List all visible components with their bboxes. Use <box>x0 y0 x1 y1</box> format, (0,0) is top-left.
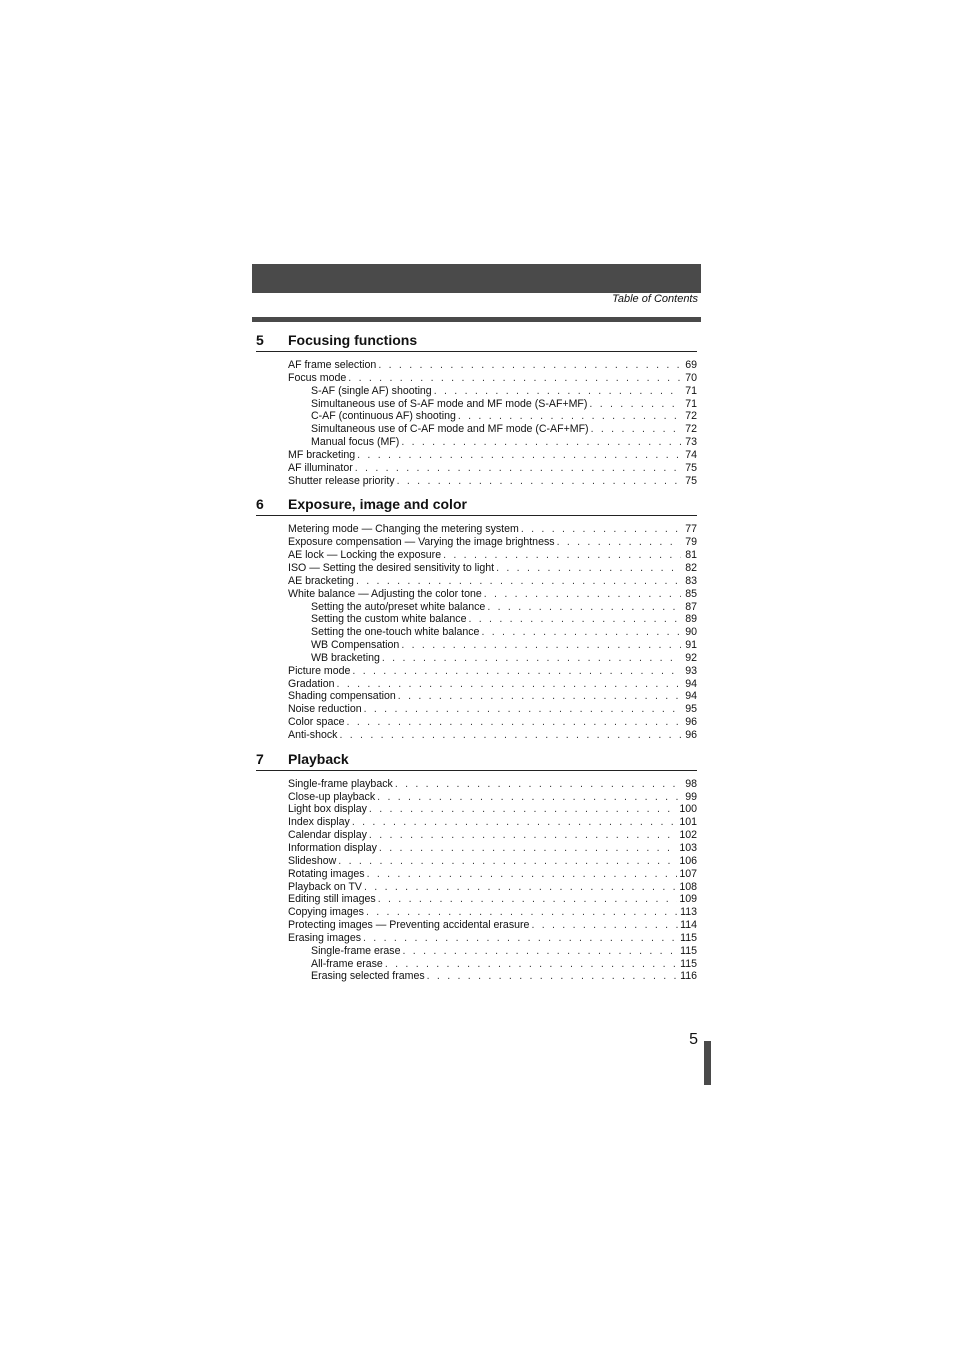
toc-entry[interactable] <box>288 359 697 372</box>
dot-leader <box>496 562 681 575</box>
entry-title: Slideshow <box>288 854 337 867</box>
entry-page-number: 106 <box>679 854 697 867</box>
entry-title: Anti-shock <box>288 728 338 741</box>
entry-page-number: 92 <box>685 651 697 664</box>
toc-entry[interactable] <box>288 829 697 842</box>
dot-leader <box>378 359 681 372</box>
entry-page-number: 109 <box>679 893 697 906</box>
dot-leader <box>367 868 678 881</box>
entry-page-number: 99 <box>685 790 697 803</box>
entry-title: Erasing images <box>288 931 362 944</box>
dot-leader <box>339 729 681 742</box>
section-title: Playback <box>288 750 349 767</box>
dot-leader <box>357 449 681 462</box>
entry-page-number: 73 <box>685 436 697 449</box>
entry-page-number: 79 <box>685 536 697 549</box>
section-number: 5 <box>256 332 264 348</box>
section-number: 6 <box>256 496 264 513</box>
entry-title: Simultaneous use of C-AF mode and MF mode (C-AF+MF) <box>311 423 589 436</box>
entry-page-number: 115 <box>680 957 697 970</box>
entry-page-number: 93 <box>685 664 697 677</box>
dot-leader <box>398 690 681 703</box>
entry-page-number: 82 <box>685 561 697 574</box>
entry-title: Focus mode <box>288 371 347 384</box>
entry-title: Manual focus (MF) <box>311 436 400 449</box>
entry-title: AE bracketing <box>288 574 354 587</box>
table-of-contents <box>256 332 697 992</box>
toc-subentry[interactable] <box>311 436 697 449</box>
entry-title: AE lock — Locking the exposure <box>288 549 442 562</box>
dot-leader <box>589 398 681 411</box>
dot-leader <box>385 958 678 971</box>
entry-page-number: 100 <box>679 803 697 816</box>
page-edge-tab <box>704 1041 711 1085</box>
dot-leader <box>355 462 681 475</box>
dot-leader <box>377 791 681 804</box>
entry-title: ISO — Setting the desired sensitivity to light <box>288 561 495 574</box>
dot-leader <box>395 778 681 791</box>
toc-entry[interactable] <box>288 575 697 588</box>
section-heading <box>256 496 697 516</box>
entry-title: WB Compensation <box>311 639 400 652</box>
entry-title: Calendar display <box>288 829 367 842</box>
entry-title: S-AF (single AF) shooting <box>311 384 432 397</box>
entry-title: Noise reduction <box>288 703 362 716</box>
entry-title: Picture mode <box>288 664 351 677</box>
toc-entry[interactable] <box>288 449 697 462</box>
dot-leader <box>458 410 681 423</box>
entry-page-number: 75 <box>685 474 697 487</box>
toc-entry[interactable] <box>288 665 697 678</box>
entry-page-number: 102 <box>679 829 697 842</box>
toc-entry[interactable] <box>288 816 697 829</box>
entry-title: Shading compensation <box>288 690 396 703</box>
toc-entry[interactable] <box>288 549 697 562</box>
running-header: Table of Contents <box>612 293 698 305</box>
toc-entry[interactable] <box>288 729 697 742</box>
dot-leader <box>364 703 681 716</box>
dot-leader <box>379 842 677 855</box>
entry-title: All-frame erase <box>311 957 383 970</box>
entry-page-number: 89 <box>685 613 697 626</box>
dot-leader <box>427 970 678 983</box>
dot-leader <box>481 626 681 639</box>
entry-page-number: 71 <box>685 384 697 397</box>
toc-entry[interactable] <box>288 703 697 716</box>
entry-page-number: 94 <box>685 677 697 690</box>
entry-page-number: 72 <box>685 423 697 436</box>
toc-subentry[interactable] <box>311 652 697 665</box>
section-heading <box>256 332 697 352</box>
dot-leader <box>401 436 681 449</box>
toc-subentry[interactable] <box>311 398 697 411</box>
toc-section <box>256 751 697 984</box>
entry-page-number: 107 <box>679 867 697 880</box>
entry-title: Information display <box>288 842 377 854</box>
entry-title: WB bracketing <box>311 651 380 664</box>
entry-title: Playback on TV <box>288 880 363 893</box>
entry-title: Light box display <box>288 803 367 816</box>
toc-subentry[interactable] <box>311 626 697 639</box>
entry-page-number: 69 <box>685 359 697 371</box>
entry-title: Copying images <box>288 906 364 919</box>
entry-title: Gradation <box>288 677 335 690</box>
entry-page-number: 113 <box>680 906 697 919</box>
entry-title: Protecting images — Preventing accidental erasure <box>288 919 530 932</box>
toc-entry[interactable] <box>288 919 697 932</box>
entry-title: C-AF (continuous AF) shooting <box>311 410 456 423</box>
dot-leader <box>337 678 681 691</box>
dot-leader <box>468 613 681 626</box>
page-number: 5 <box>689 1031 698 1048</box>
toc-entry[interactable] <box>288 906 697 919</box>
entry-title: White balance — Adjusting the color tone <box>288 587 482 600</box>
dot-leader <box>484 588 681 601</box>
entry-page-number: 83 <box>685 574 697 587</box>
dot-leader <box>338 855 677 868</box>
toc-subentry[interactable] <box>311 601 697 614</box>
entry-title: Setting the one-touch white balance <box>311 626 480 639</box>
toc-entry[interactable] <box>288 778 697 791</box>
entry-title: Simultaneous use of S-AF mode and MF mode (S-AF+MF) <box>311 397 588 410</box>
toc-subentry[interactable] <box>311 410 697 423</box>
entry-page-number: 72 <box>685 410 697 423</box>
dot-leader <box>443 549 681 562</box>
toc-subentry[interactable] <box>311 639 697 652</box>
entry-title: Setting the custom white balance <box>311 613 467 626</box>
toc-entry[interactable] <box>288 842 697 855</box>
dot-leader <box>356 575 681 588</box>
toc-entry[interactable] <box>288 791 697 804</box>
entry-page-number: 75 <box>685 461 697 474</box>
entry-page-number: 116 <box>680 970 697 983</box>
toc-entry[interactable] <box>288 690 697 703</box>
toc-entry[interactable] <box>288 462 697 475</box>
entry-title: MF bracketing <box>288 448 356 461</box>
entry-page-number: 103 <box>679 842 697 854</box>
dot-leader <box>364 881 677 894</box>
dot-leader <box>531 919 678 932</box>
dot-leader <box>366 906 678 919</box>
dot-leader <box>521 523 681 536</box>
entry-title: Editing still images <box>288 893 376 906</box>
entry-page-number: 74 <box>685 448 697 461</box>
entry-title: Index display <box>288 816 350 829</box>
entry-page-number: 115 <box>680 931 697 944</box>
dot-leader <box>347 716 681 729</box>
entry-page-number: 98 <box>685 777 697 790</box>
toc-subentry[interactable] <box>311 613 697 626</box>
toc-subentry[interactable] <box>311 385 697 398</box>
toc-entry[interactable] <box>288 868 697 881</box>
dot-leader <box>487 601 681 614</box>
entry-title: Exposure compensation — Varying the image brightness <box>288 536 555 549</box>
dot-leader <box>352 665 681 678</box>
toc-subentry[interactable] <box>311 958 697 971</box>
entry-page-number: 85 <box>685 587 697 600</box>
header-band <box>252 264 701 293</box>
dot-leader <box>382 652 681 665</box>
entry-page-number: 77 <box>685 523 697 536</box>
toc-entry[interactable] <box>288 562 697 575</box>
entry-title: Erasing selected frames <box>311 970 425 983</box>
entry-page-number: 101 <box>679 816 697 829</box>
toc-entry[interactable] <box>288 588 697 601</box>
entry-page-number: 114 <box>680 919 697 932</box>
toc-entry[interactable] <box>288 678 697 691</box>
dot-leader <box>397 475 681 488</box>
dot-leader <box>363 932 678 945</box>
section-title: Focusing functions <box>288 332 418 348</box>
toc-entry[interactable] <box>288 536 697 549</box>
entry-page-number: 70 <box>685 371 697 384</box>
dot-leader <box>369 803 677 816</box>
entry-title: Single-frame erase <box>311 944 401 957</box>
dot-leader <box>401 639 681 652</box>
toc-entry[interactable] <box>288 803 697 816</box>
toc-entry[interactable] <box>288 716 697 729</box>
dot-leader <box>369 829 677 842</box>
section-title: Exposure, image and color <box>288 496 467 513</box>
dot-leader <box>403 945 679 958</box>
toc-entry[interactable] <box>288 932 697 945</box>
entry-title: Color space <box>288 716 345 729</box>
toc-subentry[interactable] <box>311 945 697 958</box>
entry-page-number: 81 <box>685 549 697 562</box>
toc-entry[interactable] <box>288 372 697 385</box>
toc-entry[interactable] <box>288 893 697 906</box>
toc-entry[interactable] <box>288 523 697 536</box>
dot-leader <box>591 423 681 436</box>
entry-page-number: 87 <box>685 600 697 613</box>
entry-page-number: 94 <box>685 690 697 703</box>
entry-page-number: 95 <box>685 703 697 716</box>
entry-title: Rotating images <box>288 867 365 880</box>
entry-title: Setting the auto/preset white balance <box>311 600 486 613</box>
entry-page-number: 108 <box>679 880 697 893</box>
entry-page-number: 115 <box>680 944 697 957</box>
entry-page-number: 96 <box>685 728 697 741</box>
dot-leader <box>378 893 678 906</box>
dot-leader <box>352 816 677 829</box>
entry-title: Metering mode — Changing the metering system <box>288 523 519 536</box>
entry-title: Close-up playback <box>288 790 376 803</box>
section-number: 7 <box>256 750 264 767</box>
entry-title: Shutter release priority <box>288 474 395 487</box>
entry-page-number: 96 <box>685 716 697 729</box>
header-rule <box>252 317 701 322</box>
toc-entry[interactable] <box>288 855 697 868</box>
entry-title: AF illuminator <box>288 461 353 474</box>
dot-leader <box>434 385 681 398</box>
toc-entry[interactable] <box>288 881 697 894</box>
entry-page-number: 71 <box>685 397 697 410</box>
toc-section <box>256 496 697 741</box>
entry-title: Single-frame playback <box>288 777 393 790</box>
toc-section <box>256 332 697 487</box>
toc-subentry[interactable] <box>311 423 697 436</box>
toc-entry[interactable] <box>288 475 697 488</box>
dot-leader <box>557 536 681 549</box>
toc-subentry[interactable] <box>311 970 697 983</box>
entry-title: AF frame selection <box>288 359 377 371</box>
dot-leader <box>348 372 681 385</box>
entry-page-number: 91 <box>685 639 697 652</box>
entry-page-number: 90 <box>685 626 697 639</box>
section-heading <box>256 751 697 771</box>
